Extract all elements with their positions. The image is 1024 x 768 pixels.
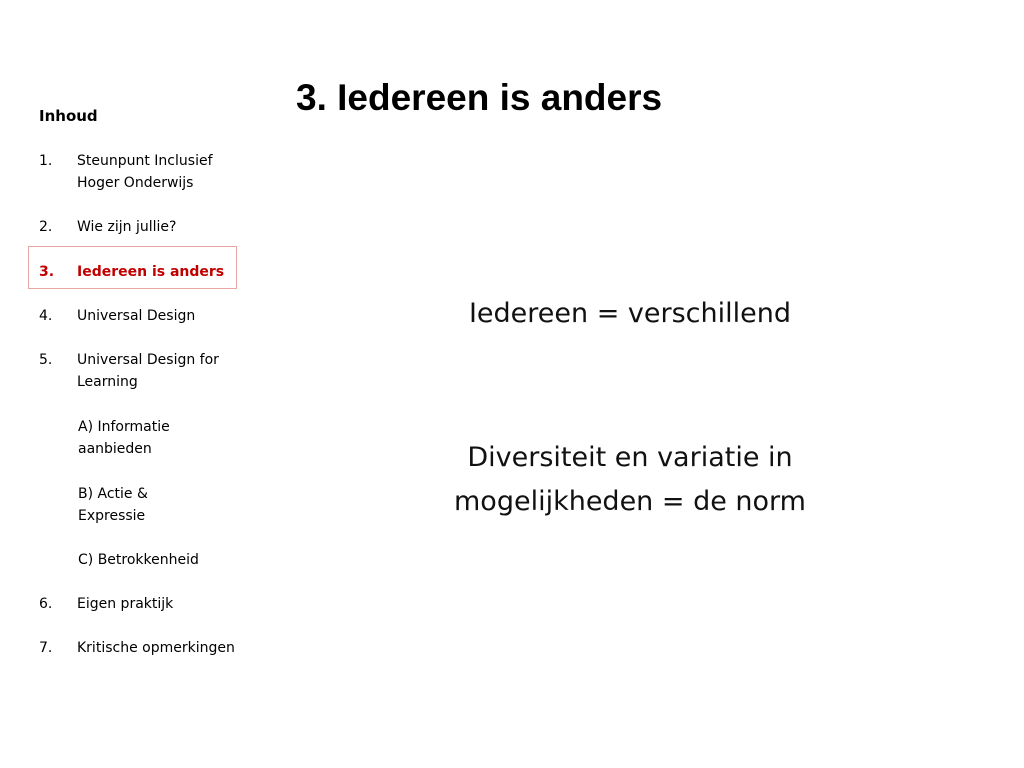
toc-item-label: Universal Design xyxy=(77,308,196,324)
toc-item-number: 4. xyxy=(39,308,53,324)
body-statement-1: Iedereen = verschillend xyxy=(468,298,792,329)
toc-item-label: Steunpunt Inclusief Hoger Onderwijs xyxy=(77,153,213,191)
toc-item-label: Kritische opmerkingen xyxy=(77,640,235,656)
toc-item-label: A) Informatie aanbieden xyxy=(78,419,170,457)
toc-item-number: 7. xyxy=(39,640,53,656)
toc-item-label: C) Betrokkenheid xyxy=(78,552,199,568)
toc-item-number: 3. xyxy=(39,264,55,280)
toc-item-number: 1. xyxy=(39,153,53,169)
body-statement-2: Diversiteit en variatie in mogelijkheden = de norm xyxy=(454,442,806,517)
toc-item-label: Eigen praktijk xyxy=(77,596,174,612)
toc-heading: Inhoud xyxy=(39,107,98,125)
toc-item-number: 2. xyxy=(39,219,53,235)
toc-item-label: Universal Design for Learning xyxy=(77,352,219,390)
toc-item-label: B) Actie & Expressie xyxy=(78,486,148,524)
toc-item-label: Iedereen is anders xyxy=(77,264,225,280)
toc-item-number: 5. xyxy=(39,352,53,368)
table-of-contents xyxy=(0,0,260,768)
toc-item-label: Wie zijn jullie? xyxy=(77,219,177,235)
toc-item-number: 6. xyxy=(39,596,53,612)
slide-title: 3. Iedereen is anders xyxy=(296,77,663,118)
